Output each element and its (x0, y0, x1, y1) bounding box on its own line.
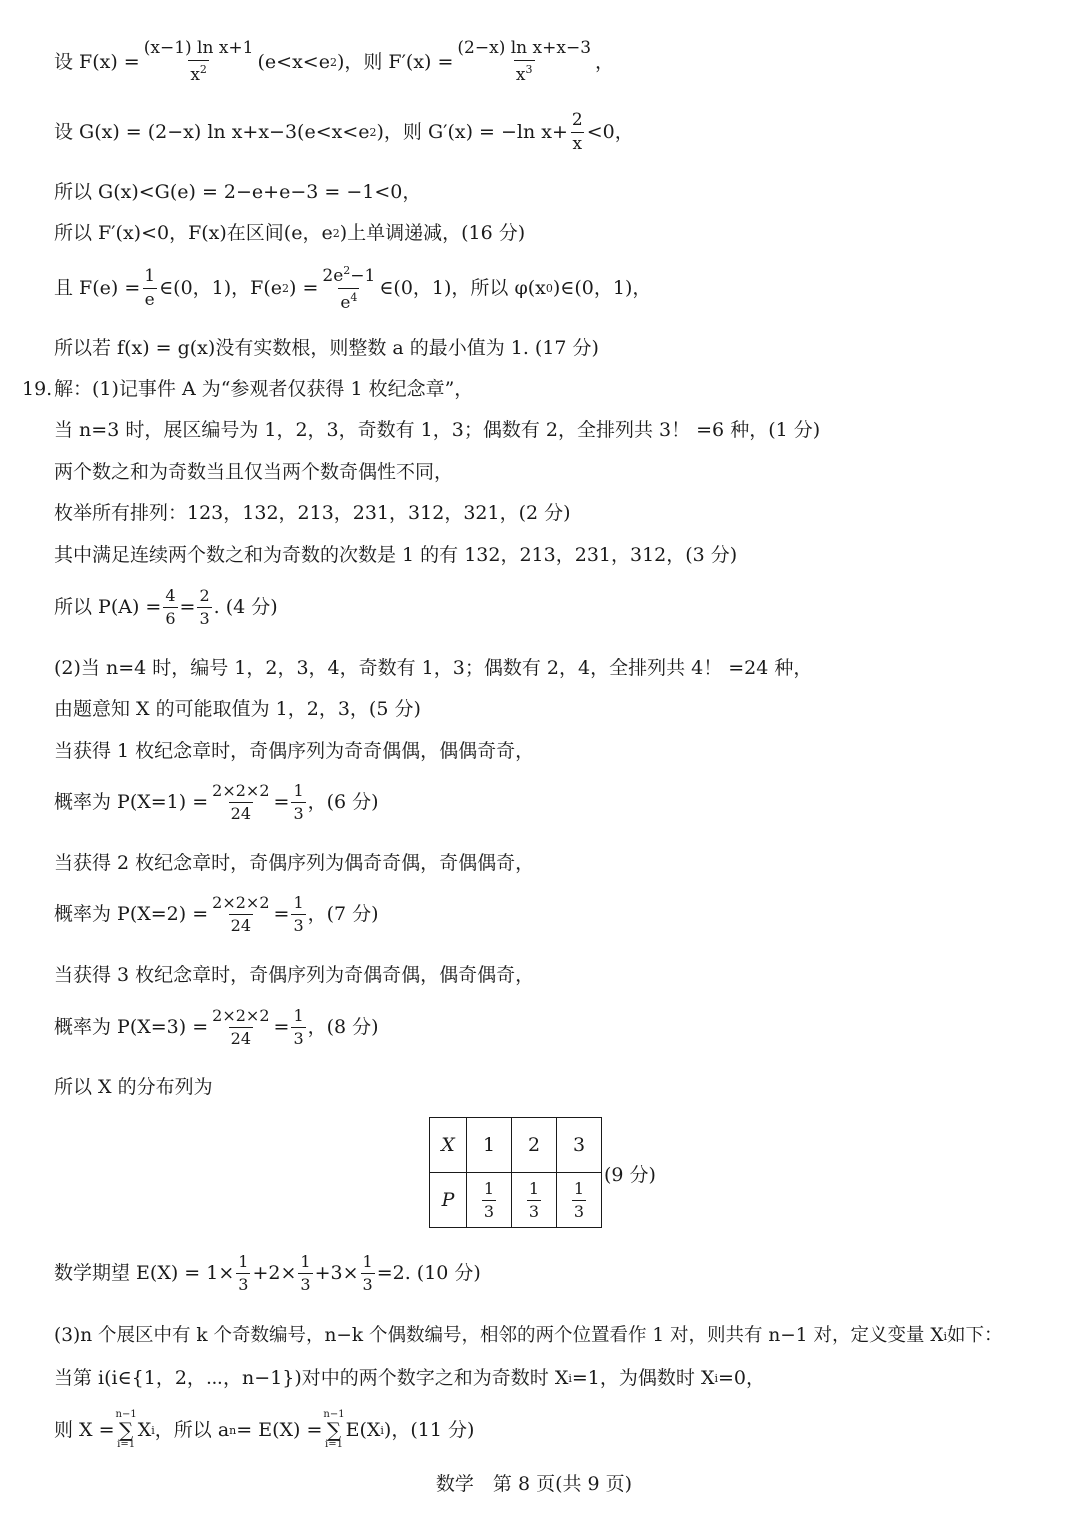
fraction: $\frac{2\times 2\times 2}{24}$ (212, 1006, 270, 1048)
text-line: (3)n 个展区中有 k 个奇数编号，n−k 个偶数编号，相邻的两个位置看作 1 对，则共有 n−1 对，定义变量 X i 如下： (54, 1325, 1003, 1346)
formula-PX2: 概率为 P(X=2) = $\frac{2\times 2\times 2}{24}$ = $\frac{1}{3}$ ，(7 分) (54, 893, 379, 935)
table-header-x: X (430, 1118, 467, 1173)
text-line: 所以 X 的分布列为 (54, 1076, 213, 1098)
text-line: 当获得 1 枚纪念章时，奇偶序列为奇奇偶偶，偶偶奇奇， (54, 740, 535, 762)
text-line: 所以 F′(x)<0，F(x)在区间(e，e 2 )上单调递减，(16 分) (54, 222, 526, 244)
table-cell: $\frac{1}{3}$ (557, 1173, 602, 1228)
fraction: $\frac{2\times 2\times 2}{24}$ (212, 781, 270, 823)
formula-PX1: 概率为 P(X=1) = $\frac{2\times 2\times 2}{24}$ = $\frac{1}{3}$ ，(6 分) (54, 781, 379, 823)
fraction: $\frac{4}{6}$ (165, 586, 176, 628)
fraction: $\frac{\text{(x−1) ln x+1}}{x^2}$ (143, 38, 254, 85)
formula-PA: 所以 P(A) = $\frac{4}{6}$ = $\frac{2}{3}$ . (4 分) (54, 586, 278, 628)
table-cell: 3 (557, 1118, 602, 1173)
text-line: 当获得 2 枚纪念章时，奇偶序列为偶奇奇偶，奇偶偶奇， (54, 852, 535, 874)
text-line: 其中满足连续两个数之和为奇数的次数是 1 的有 132，213，231，312，(3 分) (54, 544, 738, 566)
fraction: $\frac{2}{3}$ (199, 586, 210, 628)
table-cell: $\frac{1}{3}$ (467, 1173, 512, 1228)
table-cell: $\frac{1}{3}$ (512, 1173, 557, 1228)
text-line: 当获得 3 枚纪念章时，奇偶序列为奇偶奇偶，偶奇偶奇， (54, 964, 535, 986)
formula-EX: 数学期望 E(X) = 1× $\frac{1}{3}$ +2× $\frac{1}{3}$ +3× $\frac{1}{3}$ =2. (10 分) (54, 1252, 481, 1294)
fraction: $\frac{1}{3}$ (293, 1006, 304, 1048)
sum-symbol: n−1 ∑ i=1 (323, 1409, 345, 1450)
text-line: 当第 i(i∈{1，2，⋯，n−1})对中的两个数字之和为奇数时 X i =1，为偶数时 X i =0， (54, 1367, 766, 1389)
fraction: $\frac{\text{(2−x) ln x+x−3}}{x^3}$ (457, 38, 592, 85)
table-header-p: P (430, 1173, 467, 1228)
text-line: 当 n=3 时，展区编号为 1，2，3，奇数有 1，3；偶数有 2，全排列共 3！ =6 种，(1 分) (54, 419, 821, 441)
formula-G: 设 G(x) = (2−x) ln x+x−3(e<x<e 2 )，则 G′(x) = −ln x+ $\frac{2}{x}$ <0， (54, 110, 634, 154)
fraction: $\frac{1}{e}$ (144, 266, 156, 310)
table-cell: 2 (512, 1118, 557, 1173)
text-line: 由题意知 X 的可能取值为 1，2，3，(5 分) (54, 698, 421, 720)
text-line: (2)当 n=4 时，编号 1，2，3，4，奇数有 1，3；偶数有 2，4，全排列共 4！ =24 种， (54, 657, 813, 679)
formula-F: 设 F(x) = $\frac{\text{(x−1) ln x+1}}{x^2}$ (e<x<e 2 )，则 F′(x) = $\frac{\text{(2−x) ln x+x−3}}{x^3}$ ， (54, 38, 615, 85)
page-footer: 数学 第 8 页(共 9 页) (435, 1473, 633, 1495)
text-line: 解：(1)记事件 A 为“参观者仅获得 1 枚纪念章”， (54, 378, 474, 400)
distribution-table (429, 1117, 602, 1228)
fraction: $\frac{2\times 2\times 2}{24}$ (212, 893, 270, 935)
table-score-note: (9 分) (604, 1164, 656, 1186)
text-line: 所以若 f(x) = g(x)没有实数根，则整数 a 的最小值为 1. (17 分) (54, 337, 599, 359)
text-line: 两个数之和为奇数当且仅当两个数奇偶性不同， (54, 461, 454, 483)
sum-symbol: n−1 ∑ i=1 (115, 1409, 137, 1450)
table-cell: 1 (467, 1118, 512, 1173)
fraction: $\frac{1}{3}$ (300, 1252, 311, 1294)
formula-sum: 则 X = n−1 ∑ i=1 X i ，所以 a n = E(X) = n−1 ∑ i=1 E(X i )，(11 分) (54, 1409, 475, 1450)
fraction: $\frac{2e^2-1}{e^4}$ (322, 264, 376, 313)
table-row (430, 1173, 602, 1228)
fraction: $\frac{1}{3}$ (293, 893, 304, 935)
table-row (430, 1118, 602, 1173)
fraction: $\frac{2}{x}$ (571, 110, 583, 154)
fraction: $\frac{1}{3}$ (293, 781, 304, 823)
fraction: $\frac{1}{3}$ (238, 1252, 249, 1294)
text-line: 枚举所有排列：123，132，213，231，312，321，(2 分) (54, 502, 571, 524)
formula-PX3: 概率为 P(X=3) = $\frac{2\times 2\times 2}{24}$ = $\frac{1}{3}$ ，(8 分) (54, 1006, 379, 1048)
question-number: 19. (22, 378, 53, 400)
formula-Fe: 且 F(e) = $\frac{1}{e}$ ∈(0，1)，F(e 2 ) = $\frac{2e^2-1}{e^4}$ ∈(0，1)，所以 φ(x 0 )∈(0，1)， (54, 264, 652, 313)
fraction: $\frac{1}{3}$ (362, 1252, 373, 1294)
text-line: 所以 G(x)<G(e) = 2−e+e−3 = −1<0， (54, 181, 422, 203)
